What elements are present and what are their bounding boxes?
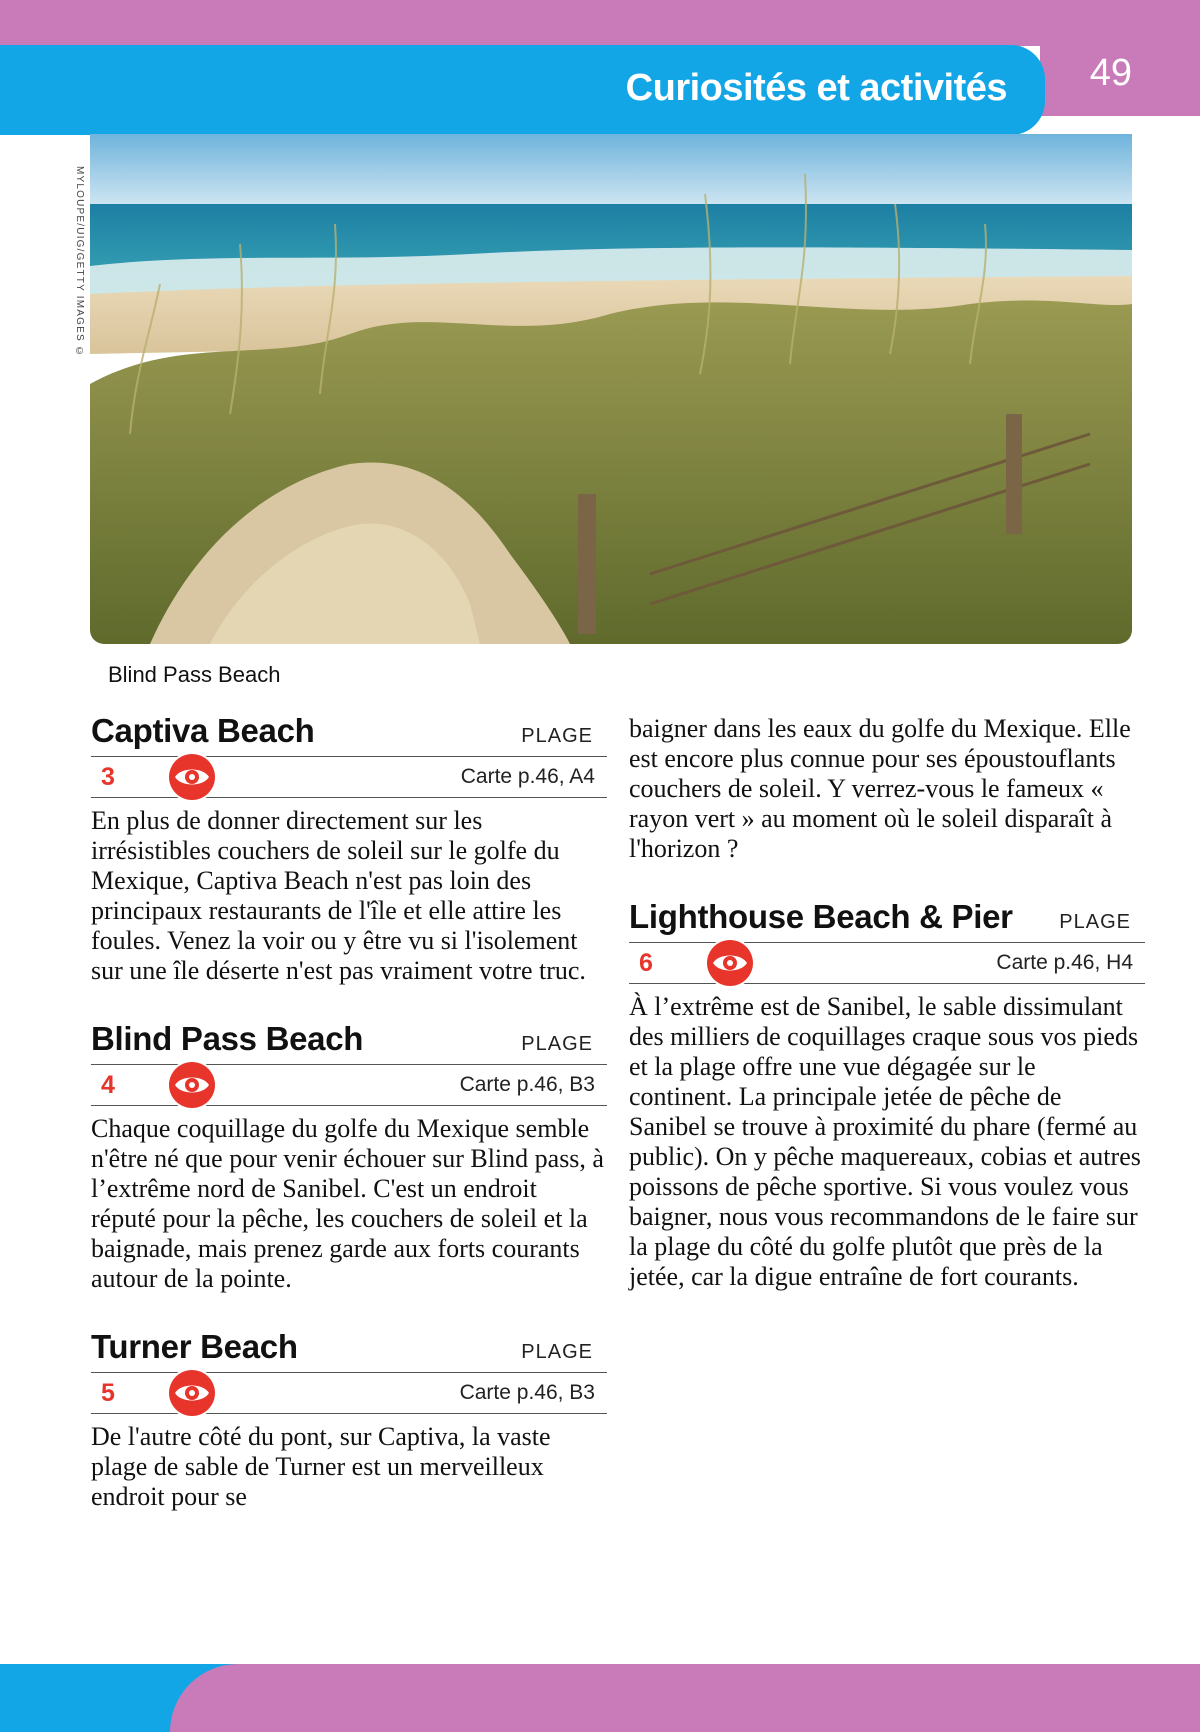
entry-header <box>629 898 1145 943</box>
bottom-pink-band <box>170 1664 1200 1732</box>
entry-title: Lighthouse Beach & Pier <box>629 898 1013 935</box>
entry-number: 5 <box>101 1379 115 1407</box>
entry-description: En plus de donner directement sur les irrésistibles couchers de soleil sur le golfe du Mexique, Captiva Beach n'est pas loin des principaux restaurants de l'île et elle attire les foules. Venez la voir ou y être vu si l'isolement sur une île déserte n'est pas vraiment votre truc. <box>91 806 586 985</box>
map-reference: Carte p.46, B3 <box>459 1073 595 1096</box>
entry-description: À l’extrême est de Sanibel, le sable dissimulant des milliers de coquillages craque sous vos pieds et la plage offre une vue dégagée sur le continent. La principale jetée de pêche de Sanibel se trouve à proximité du phare (fermé au public). On y pêche maquereaux, cobias et autres poissons de pêche sportive. Si vous voulez vous baigner, nous vous recommandons de le faire sur la plage du côté du golfe plutôt que près de la jetée, car la digue entraîne de fort courants. <box>629 992 1141 1291</box>
section-header-bar <box>0 45 1045 135</box>
entry-header <box>91 1328 607 1373</box>
photo-credit: MYLOUPE/UIG/GETTY IMAGES © <box>74 166 85 359</box>
entry-description: De l'autre côté du pont, sur Captiva, la vaste plage de sable de Turner est un merveilleux endroit pour se <box>91 1422 551 1511</box>
entry-title: Captiva Beach <box>91 712 315 749</box>
entry-type: PLAGE <box>521 725 593 747</box>
entry-turner-beach <box>91 1328 607 1512</box>
page-number-tab <box>1040 0 1200 116</box>
entry-number: 4 <box>101 1071 115 1099</box>
entry-header <box>91 712 607 757</box>
entry-meta-row <box>91 1373 607 1414</box>
section-title: Curiosités et activités <box>625 67 1007 109</box>
map-reference: Carte p.46, B3 <box>459 1381 595 1404</box>
entry-lighthouse-beach-pier <box>629 898 1145 1292</box>
entry-captiva-beach <box>91 712 607 986</box>
left-column <box>91 712 607 1546</box>
entry-number: 3 <box>101 763 115 791</box>
entry-meta-row <box>629 943 1145 984</box>
entry-type: PLAGE <box>521 1341 593 1363</box>
entry-blind-pass-beach <box>91 1020 607 1294</box>
eye-icon <box>167 1368 217 1418</box>
eye-icon <box>705 938 755 988</box>
entry-description: Chaque coquillage du golfe du Mexique semble n'être né que pour venir échouer sur Blind pass, à l’extrême nord de Sanibel. C'est un endroit réputé pour la pêche, les couchers de soleil et la baignade, mais prenez garde aux forts courants autour de la pointe. <box>91 1114 604 1293</box>
entry-title: Blind Pass Beach <box>91 1020 364 1057</box>
entry-number: 6 <box>639 949 653 977</box>
right-column <box>629 714 1145 1326</box>
entry-type: PLAGE <box>521 1033 593 1055</box>
entry-meta-row <box>91 1065 607 1106</box>
continued-text: baigner dans les eaux du golfe du Mexique. Elle est encore plus connue pour ses époustouflants couchers de soleil. Y verrez-vous le fameux « rayon vert » au moment où le soleil disparaît à l'horizon ? <box>629 714 1131 863</box>
beach-photo <box>90 134 1132 644</box>
entry-meta-row <box>91 757 607 798</box>
map-reference: Carte p.46, H4 <box>996 951 1133 974</box>
eye-icon <box>167 752 217 802</box>
photo-caption: Blind Pass Beach <box>108 662 281 687</box>
page-number: 49 <box>1089 52 1132 94</box>
entry-title: Turner Beach <box>91 1328 298 1365</box>
entry-header <box>91 1020 607 1065</box>
top-decorative-band <box>0 0 1200 46</box>
eye-icon <box>167 1060 217 1110</box>
map-reference: Carte p.46, A4 <box>460 765 595 788</box>
entry-type: PLAGE <box>1059 911 1131 933</box>
beach-photo-illustration <box>90 134 1132 644</box>
